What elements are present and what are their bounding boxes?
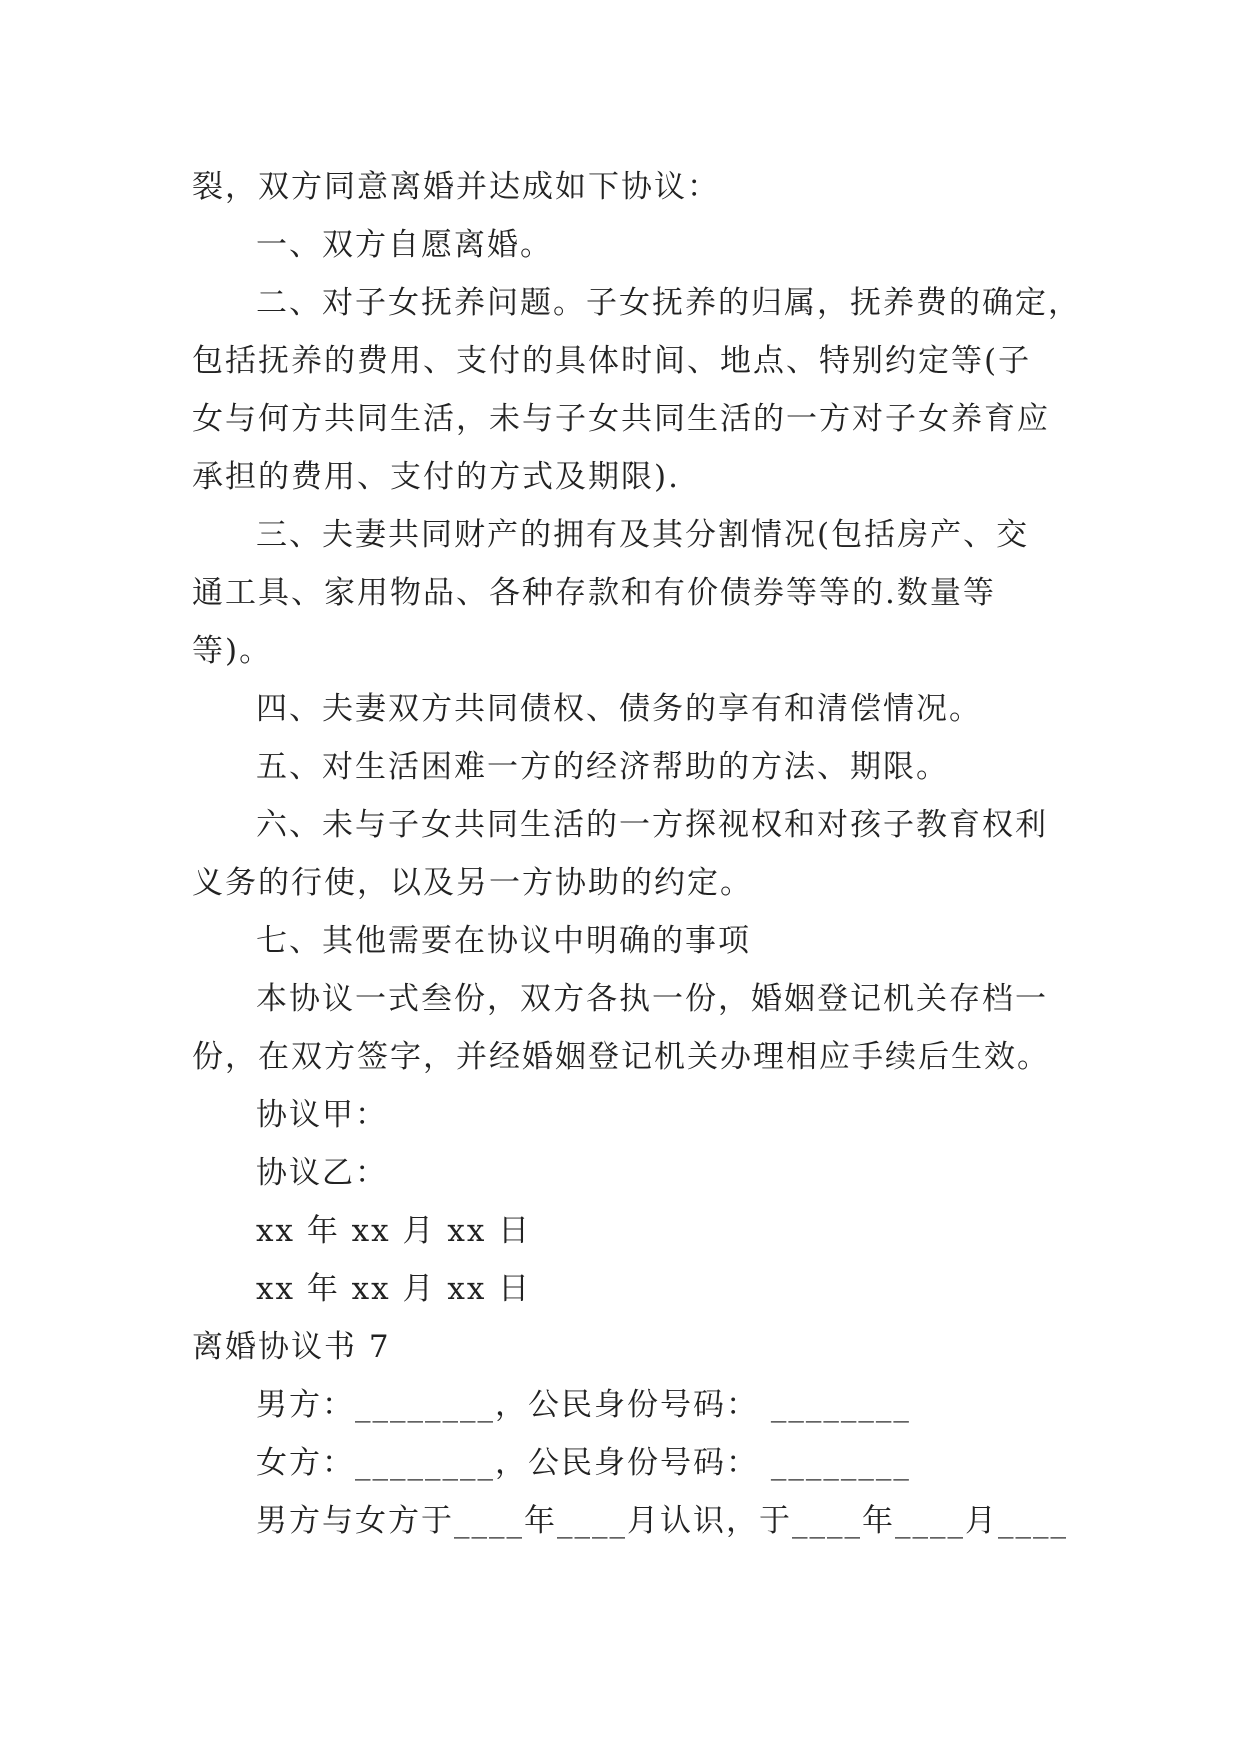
copies-clause: 本协议一式叁份，双方各执一份，婚姻登记机关存档一 [256,981,1048,1017]
agreement-item-1: 一、双方自愿离婚。 [256,227,553,263]
agreement-item-7: 七、其他需要在协议中明确的事项 [256,923,751,959]
agreement-item-3: 三、夫妻共同财产的拥有及其分割情况(包括房产、交 [256,517,1030,553]
female-party-line: 女方：________，公民身份号码： ________ [256,1445,911,1481]
party-a-signature: 协议甲： [256,1097,388,1133]
text-line: 义务的行使，以及另一方协助的约定。 [192,865,753,901]
agreement-item-2: 二、对子女抚养问题。子女抚养的归属，抚养费的确定， [256,285,1081,321]
agreement-item-5: 五、对生活困难一方的经济帮助的方法、期限。 [256,749,949,785]
text-line: 女与何方共同生活，未与子女共同生活的一方对子女养育应 [192,401,1050,437]
date-line: xx 年 xx 月 xx 日 [256,1271,532,1307]
agreement-item-4: 四、夫妻双方共同债权、债务的享有和清偿情况。 [256,691,982,727]
document-body [192,158,1081,1550]
section-title: 离婚协议书 7 [192,1329,391,1365]
text-line: 承担的费用、支付的方式及期限). [192,459,680,495]
text-line: 等)。 [192,633,273,669]
text-line: 通工具、家用物品、各种存款和有价债券等等的.数量等 [192,575,996,611]
text-line: 裂，双方同意离婚并达成如下协议： [192,169,720,205]
acquaintance-line: 男方与女方于____年____月认识，于____年____月____ [256,1503,1068,1539]
party-b-signature: 协议乙： [256,1155,388,1191]
text-line: 包括抚养的费用、支付的具体时间、地点、特别约定等(子 [192,343,1032,379]
text-line: 份，在双方签字，并经婚姻登记机关办理相应手续后生效。 [192,1039,1050,1075]
agreement-item-6: 六、未与子女共同生活的一方探视权和对孩子教育权利 [256,807,1048,843]
male-party-line: 男方：________，公民身份号码： ________ [256,1387,911,1423]
date-line: xx 年 xx 月 xx 日 [256,1213,532,1249]
